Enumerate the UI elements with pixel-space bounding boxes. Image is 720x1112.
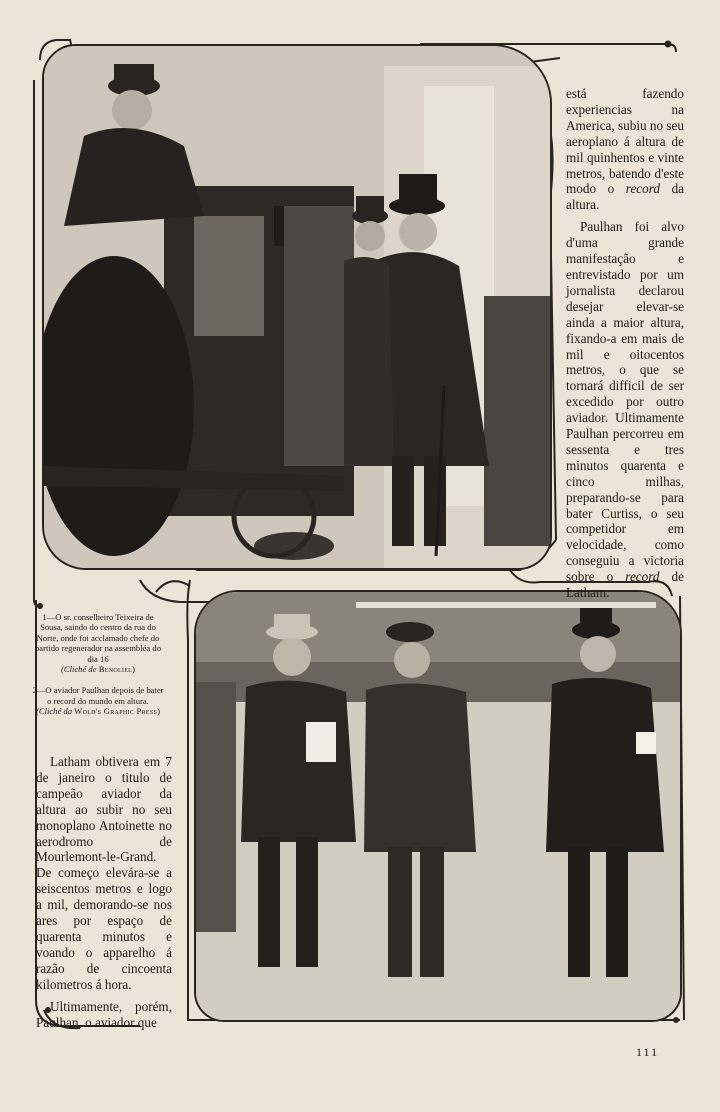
paragraph-text: Paulhan foi alvo d'uma grande manifestação e entrevistado por um jornalista declarou desejar elevar-se ainda a maior altura, fixando-a em mais de mil e oitocentos metros, o que se tornará difficil de ser excedido por outro aviador. Ultimamente Paulhan percorreu em sessenta e tres minutos quarenta e cinco milhas, preparando-se para bater Curtiss, o seu competidor em velocidade, como conseguiu a victoria sobre o <box>566 219 684 585</box>
caption-1 <box>32 612 164 674</box>
paragraph-text-end: de Latham. <box>566 569 684 601</box>
caption-2-credit-suffix: ) <box>157 706 161 717</box>
photo-1-illustration <box>44 46 550 568</box>
caption-2 <box>32 685 164 716</box>
photo-paulhan <box>194 590 682 1022</box>
photo-teixeira-de-sousa <box>42 44 552 570</box>
caption-2-credit-prefix: (Cliché da <box>35 706 73 717</box>
caption-2-credit-source: Wold's Graphic Press <box>74 706 158 717</box>
article-text-left-column <box>36 754 172 1036</box>
emphasis-record: record <box>625 569 660 585</box>
page-number: 111 <box>636 1045 660 1059</box>
article-paragraph: Ultimamente, porém, Paulhan, o aviador que <box>36 998 172 1030</box>
caption-1-credit-suffix: ) <box>132 664 136 675</box>
article-text-right-column <box>566 86 684 607</box>
paragraph-text-end: da altura. <box>566 181 685 213</box>
photo-2-illustration <box>196 592 680 1020</box>
caption-1-credit-prefix: (Cliché de <box>60 664 97 675</box>
caption-1-credit-source: Benoliel <box>98 664 133 675</box>
paragraph-text: está fazendo experiencias na America, subiu no seu aeroplano á altura de mil quinhentos e vinte metros, batendo d'este modo o <box>566 86 684 197</box>
article-paragraph <box>566 219 684 601</box>
caption-2-text: 2—O aviador Paulhan depois de bater o record do mundo em altura. <box>32 685 164 706</box>
emphasis-record: record <box>625 181 660 197</box>
photo-captions <box>32 612 164 728</box>
article-paragraph <box>566 86 684 213</box>
caption-1-text: 1—O sr. conselheiro Teixeira de Sousa, saindo do centro da rua do Norte, onde foi acclamado chefe do partido regenerador na assembléa do dia 16 <box>35 612 161 664</box>
article-paragraph: Latham obtivera em 7 de janeiro o titulo de campeão aviador da altura ao subir no seu monoplano Antoinette no aerodromo de Mourlemont-le-Grand. De começo elevára-se a seiscentos metros e logo a mil, demorando-se nos ares por espaço de quarenta minutos e voando o apparelho á razão de cincoenta kilometros á hora. <box>36 754 172 992</box>
